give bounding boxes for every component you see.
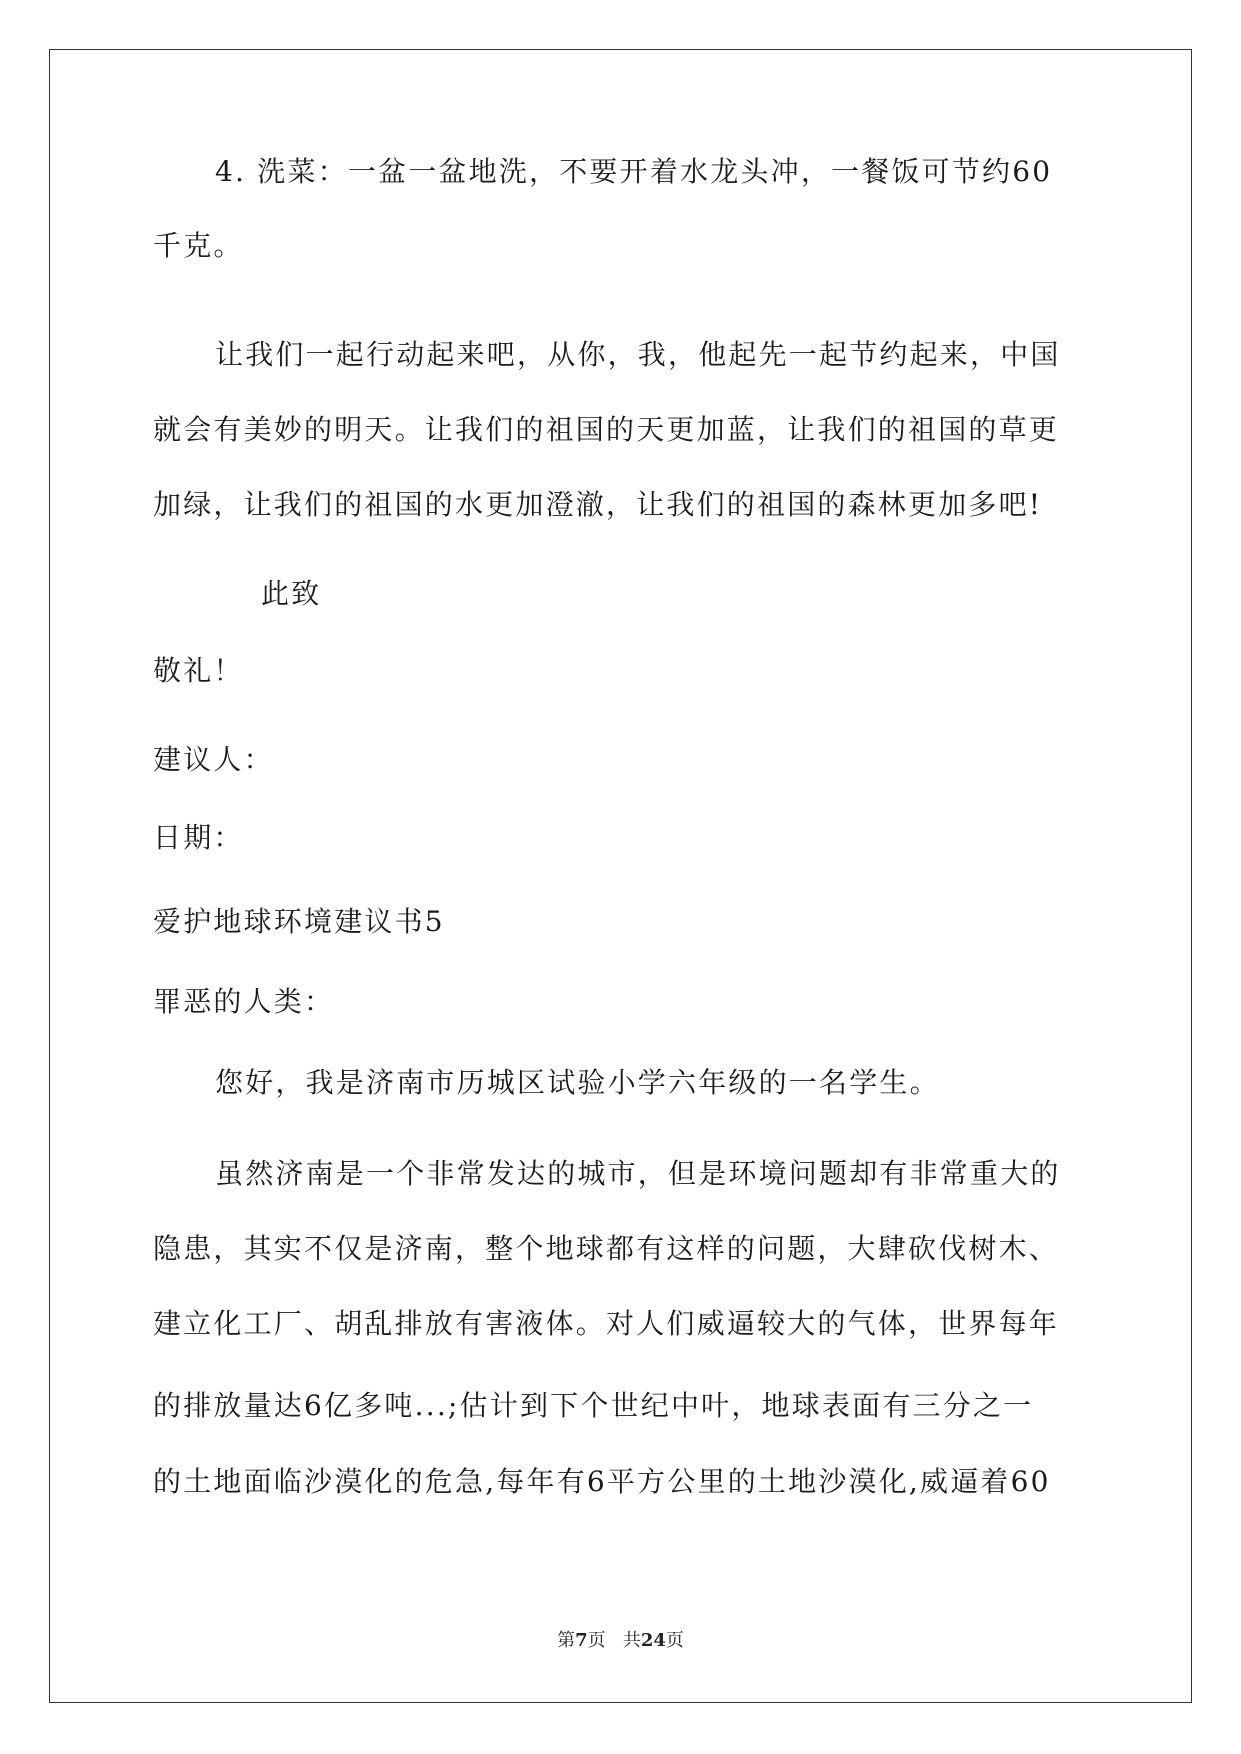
paragraph-line: 就会有美妙的明天。让我们的祖国的天更加蓝，让我们的祖国的草更	[153, 413, 1060, 446]
paragraph-line: 的土地面临沙漠化的危急,每年有6平方公里的土地沙漠化,威逼着60	[153, 1465, 1051, 1498]
section-title: 爱护地球环境建议书5	[153, 905, 445, 938]
paragraph-line: 您好，我是济南市历城区试验小学六年级的一名学生。	[215, 1066, 940, 1099]
page-number: 7	[575, 1630, 588, 1651]
paragraph-line: 隐患，其实不仅是济南，整个地球都有这样的问题，大肆砍伐树木、	[153, 1232, 1060, 1265]
footer-prefix: 第	[557, 1630, 576, 1651]
paragraph-line: 加绿，让我们的祖国的水更加澄澈，让我们的祖国的森林更加多吧!	[153, 488, 1043, 521]
proposer-label: 建议人：	[153, 743, 274, 776]
paragraph-line: 虽然济南是一个非常发达的城市，但是环境问题却有非常重大的	[215, 1157, 1061, 1190]
closing-regards: 敬礼！	[153, 654, 244, 687]
paragraph-line: 建立化工厂、胡乱排放有害液体。对人们威逼较大的气体，世界每年	[153, 1307, 1060, 1340]
page-border	[49, 49, 1192, 1703]
date-label: 日期：	[153, 821, 244, 854]
footer-total-prefix: 共	[622, 1630, 641, 1651]
paragraph-line: 的排放量达6亿多吨...;估计到下个世纪中叶，地球表面有三分之一	[153, 1389, 1034, 1422]
page-footer	[0, 1629, 1241, 1653]
paragraph-line: 让我们一起行动起来吧，从你，我，他起先一起节约起来，中国	[215, 338, 1061, 371]
footer-total-suffix: 页	[665, 1630, 684, 1651]
paragraph-line: 4. 洗菜：一盆一盆地洗，不要开着水龙头冲，一餐饭可节约60	[215, 155, 1053, 188]
footer-page-suffix: 页	[587, 1630, 606, 1651]
closing-salutation: 此致	[261, 577, 322, 610]
paragraph-line: 千克。	[153, 229, 244, 262]
total-pages: 24	[640, 1630, 666, 1651]
greeting: 罪恶的人类：	[153, 985, 335, 1018]
